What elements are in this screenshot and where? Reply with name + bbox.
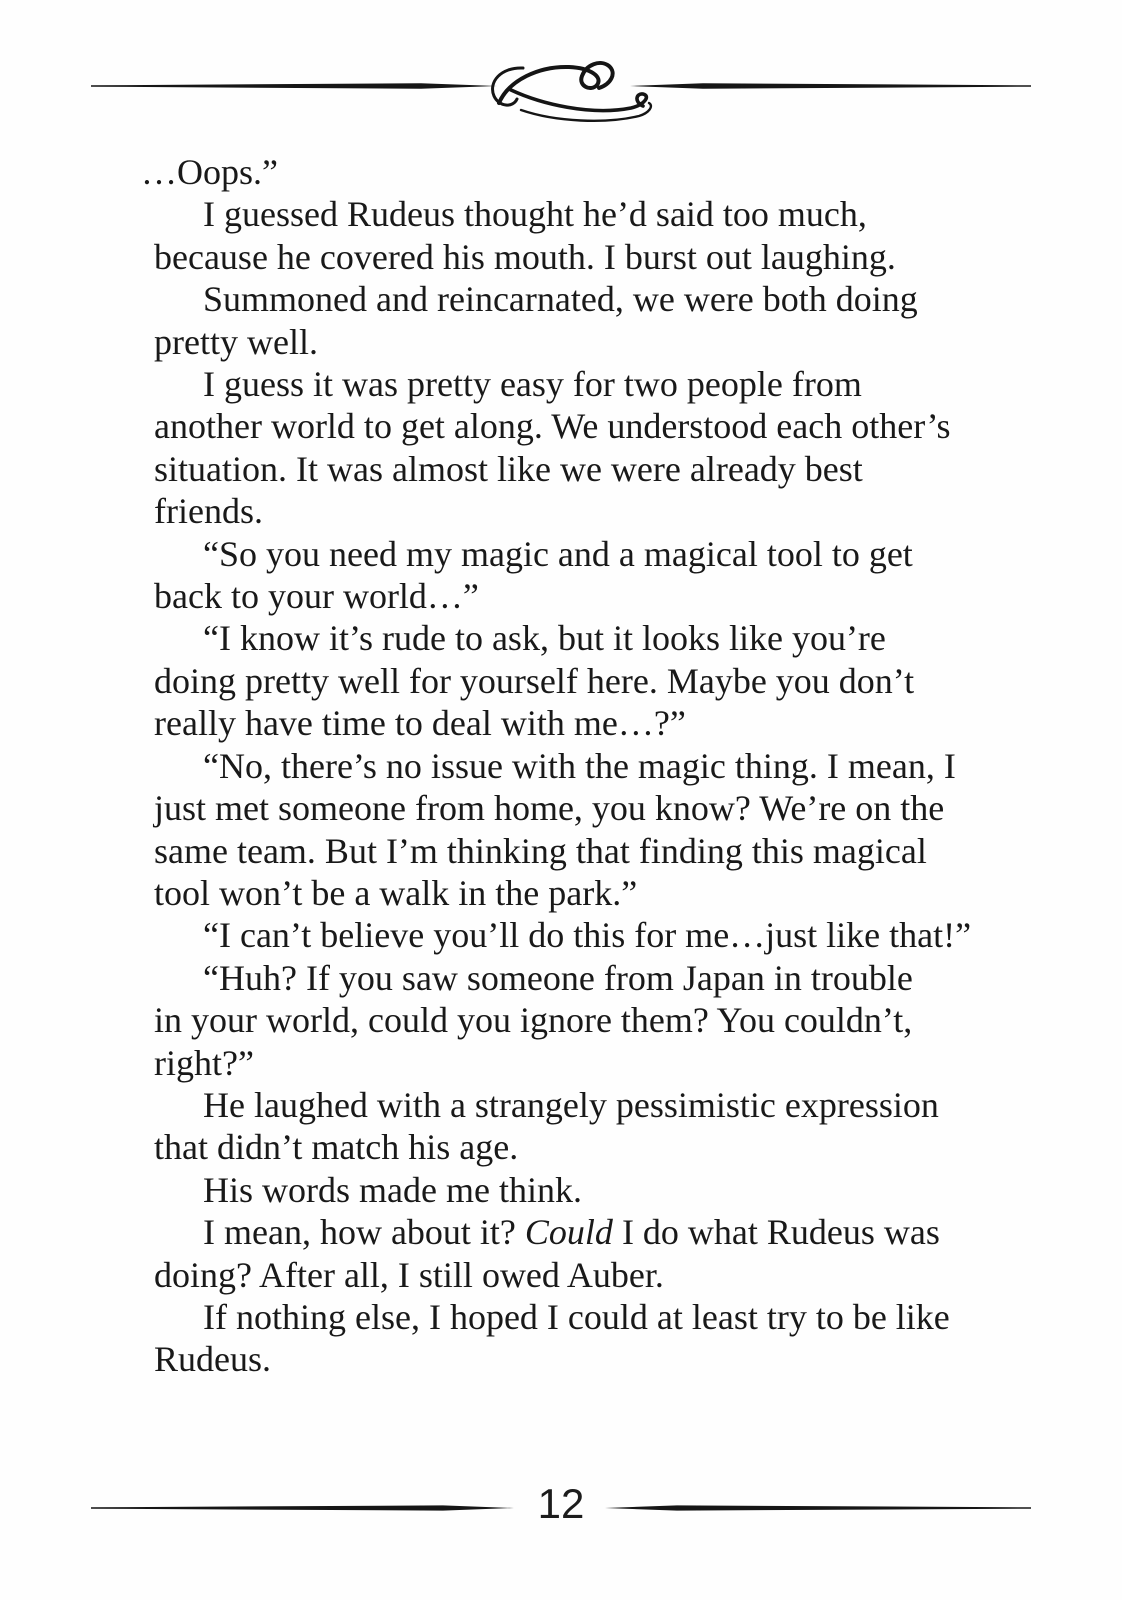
text-line: another world to get along. We understood each other’s bbox=[154, 406, 951, 447]
text-line: back to your world…” bbox=[154, 576, 479, 617]
text-line: “Huh? If you saw someone from Japan in trouble bbox=[203, 957, 913, 998]
header-rule-left bbox=[91, 83, 497, 89]
text-line: just met someone from home, you know? We’re on the bbox=[154, 788, 945, 829]
italic-word: Could bbox=[524, 1212, 613, 1253]
text-line: doing? After all, I still owed Auber. bbox=[154, 1254, 664, 1295]
text-line: Rudeus. bbox=[154, 1339, 271, 1380]
footer-rule-left bbox=[91, 1505, 514, 1510]
text-line: same team. But I’m thinking that finding this magical bbox=[154, 830, 927, 871]
text-line: “No, there’s no issue with the magic thing. I mean, I bbox=[203, 745, 956, 786]
text-line: that didn’t match his age. bbox=[154, 1127, 519, 1168]
footer-rule-right bbox=[605, 1505, 1031, 1510]
text-line: His words made me think. bbox=[203, 1169, 582, 1210]
text-line: Summoned and reincarnated, we were both doing bbox=[203, 279, 918, 320]
text-line: He laughed with a strangely pessimistic expression bbox=[203, 1084, 939, 1125]
text-line: I guess it was pretty easy for two people from bbox=[203, 364, 862, 405]
text-line: “I can’t believe you’ll do this for me…just like that!” bbox=[203, 915, 972, 956]
text-line: in your world, could you ignore them? You couldn’t, bbox=[154, 1000, 913, 1041]
text-block bbox=[141, 151, 994, 1381]
page-number: 12 bbox=[537, 1480, 585, 1527]
text-line: really have time to deal with me…?” bbox=[154, 703, 686, 744]
text-line: If nothing else, I hoped I could at least try to be like bbox=[203, 1296, 950, 1337]
text-line: …Oops.” bbox=[141, 152, 278, 192]
text-line: because he covered his mouth. I burst out laughing. bbox=[154, 236, 896, 277]
footer-divider bbox=[91, 1497, 1031, 1519]
text-line: “I know it’s rude to ask, but it looks like you’re bbox=[203, 618, 886, 659]
text-line: I guessed Rudeus thought he’d said too much, bbox=[203, 194, 867, 235]
text-line: tool won’t be a walk in the park.” bbox=[154, 872, 638, 913]
text-line: situation. It was almost like we were already best bbox=[154, 448, 863, 489]
text-line: “So you need my magic and a magical tool to get bbox=[203, 533, 913, 574]
header-divider bbox=[91, 46, 1031, 134]
text-line: I mean, how about it? Could I do what Rudeus was bbox=[203, 1212, 940, 1253]
header-rule-right bbox=[630, 83, 1031, 89]
flourish-icon bbox=[493, 63, 651, 121]
text-line: right?” bbox=[154, 1042, 254, 1083]
text-line: doing pretty well for yourself here. Maybe you don’t bbox=[154, 660, 915, 701]
text-line: friends. bbox=[154, 491, 263, 532]
text-line: pretty well. bbox=[154, 321, 318, 362]
